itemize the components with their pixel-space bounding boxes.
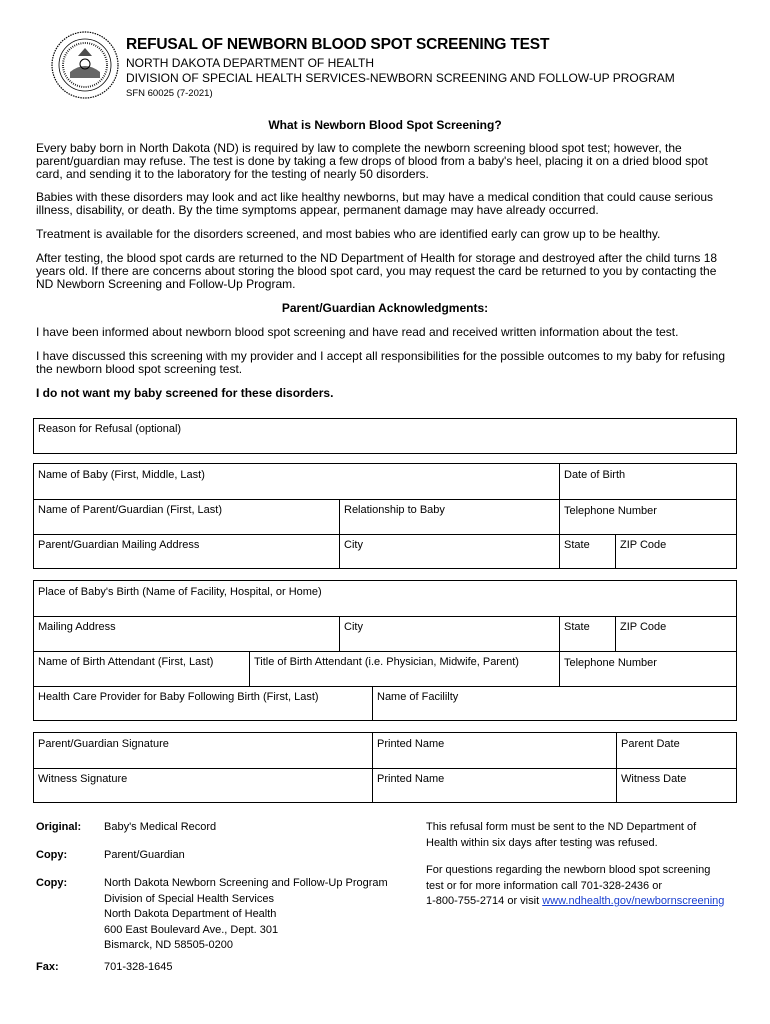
witness-signature-label: Witness Signature <box>38 773 128 785</box>
copy2-label: Copy: <box>36 877 68 889</box>
parent-address-label: Parent/Guardian Mailing Address <box>38 539 200 551</box>
phone-label: Telephone Number <box>564 505 657 517</box>
state-label: State <box>564 539 590 551</box>
facility-label: Name of Facililty <box>377 691 459 703</box>
phone2-label: Telephone Number <box>564 657 657 669</box>
acknowledgment-informed: I have been informed about newborn blood spot screening and have read and received written information about the test. <box>36 325 679 339</box>
printed-name-label: Printed Name <box>377 738 445 750</box>
dob-label: Date of Birth <box>564 469 626 481</box>
state2-label: State <box>564 621 590 633</box>
copy2-address: North Dakota Newborn Screening and Follow-Up Program Division of Special Health Services North Dakota Department of Health 600 East Boulevard Ave., Dept. 301 Bismarck, ND 58505-0200 <box>104 877 388 951</box>
department-name: NORTH DAKOTA DEPARTMENT OF HEALTH <box>126 56 375 70</box>
birth-place-label: Place of Baby's Birth (Name of Facility, Hospital, or Home) <box>38 586 322 598</box>
form-number: SFN 60025 (7-2021) <box>126 88 213 99</box>
reason-field[interactable] <box>33 418 737 454</box>
mailing-address-label: Mailing Address <box>38 621 116 633</box>
submission-note: This refusal form must be sent to the ND Department of Health within six days after testing was refused. <box>426 821 697 849</box>
original-label: Original: <box>36 821 82 833</box>
paragraph-law: Every baby born in North Dakota (ND) is required by law to complete the newborn screening blood spot test; however, the parent/guardian may refuse. The test is done by taking a few drops of blood from a baby's heel, placing it on a dried blood spot card, and sending it to the laboratory for the testing of nearly 50 disorders. <box>36 141 708 181</box>
printed-name2-label: Printed Name <box>377 773 445 785</box>
city-label: City <box>344 539 363 551</box>
copy1-value: Parent/Guardian <box>104 849 185 861</box>
witness-date-label: Witness Date <box>621 773 687 785</box>
division-name: DIVISION OF SPECIAL HEALTH SERVICES-NEWBORN SCREENING AND FOLLOW-UP PROGRAM <box>126 71 675 85</box>
city2-label: City <box>344 621 363 633</box>
zip2-label: ZIP Code <box>620 621 667 633</box>
copy1-label: Copy: <box>36 849 68 861</box>
paragraph-treatment: Treatment is available for the disorders screened, and most babies who are identified early can grow up to be healthy. <box>36 227 661 241</box>
acknowledgments-heading: Parent/Guardian Acknowledgments: <box>281 301 489 315</box>
reason-label: Reason for Refusal (optional) <box>38 423 182 435</box>
birth-info-block <box>33 580 737 721</box>
fax-value: 701-328-1645 <box>104 961 173 973</box>
baby-parent-info-block <box>33 463 737 569</box>
newborn-screening-link[interactable]: www.ndhealth.gov/newbornscreening <box>542 895 725 907</box>
baby-name-label: Name of Baby (First, Middle, Last) <box>38 469 205 481</box>
fax-label: Fax: <box>36 961 59 973</box>
parent-name-label: Name of Parent/Guardian (First, Last) <box>38 504 223 516</box>
north-dakota-seal-logo <box>50 30 120 100</box>
original-value: Baby's Medical Record <box>104 821 217 833</box>
paragraph-storage: After testing, the blood spot cards are returned to the ND Department of Health for storage and destroyed after the child turns 18 years old. If there are concerns about storing the blood spot card, you may request the card be returned to you by contacting the ND Newborn Screening and Follow-Up Program. <box>36 251 718 291</box>
paragraph-disorders: Babies with these disorders may look and act like healthy newborns, but may have a medical condition that could cause serious illness, disability, or death. By the time symptoms appear, permanent damage may have already occurred. <box>36 190 714 217</box>
attendant-name-label: Name of Birth Attendant (First, Last) <box>38 656 214 668</box>
acknowledgment-refusal: I do not want my baby screened for these disorders. <box>36 386 334 400</box>
form-title: REFUSAL OF NEWBORN BLOOD SPOT SCREENING TEST <box>126 36 550 53</box>
signature-block <box>33 732 737 803</box>
contact-note: For questions regarding the newborn blood spot screening test or for more information call 701-328-2436 or 1-800-755-2714 or visit www.ndhealth.gov/newbornscreening <box>426 864 725 907</box>
acknowledgment-responsibility: I have discussed this screening with my provider and I accept all responsibilities for the possible outcomes to my baby for refusing the newborn blood spot screening test. <box>36 349 726 376</box>
parent-date-label: Parent Date <box>621 738 680 750</box>
parent-signature-label: Parent/Guardian Signature <box>38 738 169 750</box>
attendant-title-label: Title of Birth Attendant (i.e. Physician, Midwife, Parent) <box>254 656 519 668</box>
provider-label: Health Care Provider for Baby Following Birth (First, Last) <box>38 691 319 703</box>
zip-label: ZIP Code <box>620 539 667 551</box>
section-heading-what-is: What is Newborn Blood Spot Screening? <box>268 118 502 132</box>
relationship-label: Relationship to Baby <box>344 504 445 516</box>
